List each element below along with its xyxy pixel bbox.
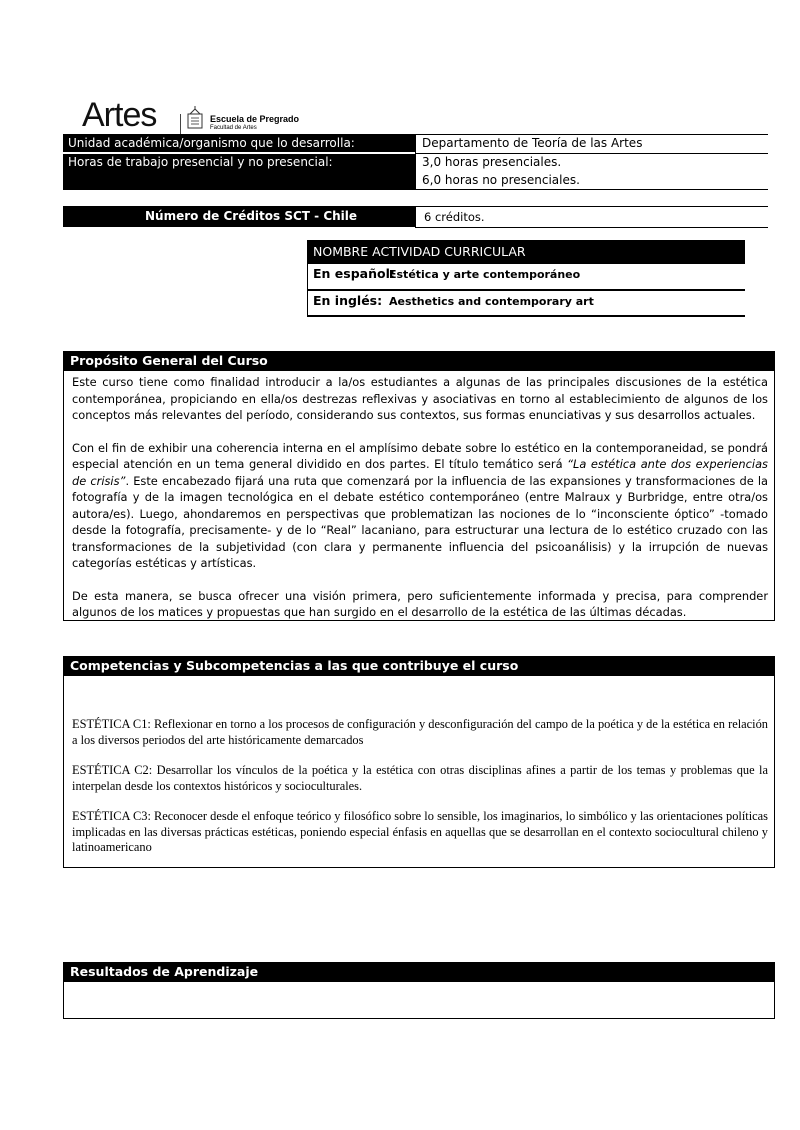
hours-value-presencial: 3,0 horas presenciales. [422,155,562,169]
results-title: Resultados de Aprendizaje [64,963,774,982]
activity-en-border [307,315,745,317]
hours-row-border [415,189,768,190]
credits-column-divider [415,206,416,228]
activity-es-label: En español: [313,266,395,281]
credits-bottom-border [415,227,768,228]
unit-label: Unidad académica/organismo que lo desarrolla: [63,135,415,152]
competency-c3: ESTÉTICA C3: Reconocer desde el enfoque teórico y filosófico sobre lo sensible, los imaginarios, lo simbólico y las orientaciones políticas implicadas en las diversas prácticas estéticas, poniendo especial énfasis en aquellas que se desarrollan en el contexto sociocultural chileno y latinoamericano [72,809,768,854]
logo-faculty: Facultad de Artes [210,125,257,131]
purpose-paragraph-2-start: Con el fin de exhibir una coherencia interna en el amplísimo debate sobre lo estético en la contemporaneidad, se pondrá especial atención en un tema general dividido en dos partes. El título temático será [72,440,768,471]
purpose-paragraph-3: De esta manera, se busca ofrecer una visión primera, pero suficientemente informada y precisa, para comprender algunos de los matices y propuestas que han surgido en el desarrollo de la estética de las últimas décadas. [72,588,768,619]
purpose-paragraph-2-end: . Este encabezado fijará una ruta que comenzará por la influencia de las expansiones y transformaciones de la fotografía y de la imagen tecnológica en el debate estético contemporáneo (entre Malraux y Burbridge, entre otra/os autora/es). Luego, ahondaremos en perspectivas que problematizan las nociones de lo “inconsciente óptico” -tomado desde la fotografía, precisamente- y de lo “Real” lacaniano, para estructurar una lectura de lo estético cruzado con las transformaciones de la subjetividad (con clara y permanente influencia del psicoanálisis) y la irrupción de nuevas categorías estéticas y artísticas. [72,473,768,570]
activity-title: NOMBRE ACTIVIDAD CURRICULAR [307,240,745,264]
activity-en-value: Aesthetics and contemporary art [389,295,594,308]
purpose-title: Propósito General del Curso [64,352,774,371]
results-section [63,962,775,1019]
activity-left-border [307,240,308,317]
university-seal-icon [185,106,205,130]
credits-label-cell [63,207,415,227]
credits-label: Número de Créditos SCT - Chile [145,209,358,223]
activity-es-value: Estética y arte contemporáneo [389,268,581,281]
logo-divider [180,114,181,136]
competencies-title: Competencias y Subcompetencias a las que contribuye el curso [64,657,774,676]
purpose-thematic-title: “La estética ante dos experiencias de crisis” [72,457,768,488]
activity-en-label: En inglés: [313,293,383,308]
unit-value: Departamento de Teoría de las Artes [422,136,643,150]
purpose-section [63,351,775,621]
faculty-logo [82,96,322,136]
competencies-section [63,656,775,868]
purpose-paragraph-1: Este curso tiene como finalidad introducir a la/os estudiantes a algunas de las principales discusiones de la estética contemporánea, propiciando en ella/os destrezas reflexivas y asociativas en torno al establecimiento de algunos de los conceptos más relevantes del período, considerando sus contextos, sus formas enunciativas y sus desarrollos actuales. [72,375,768,422]
logo-brand: Artes [82,96,157,134]
purpose-paragraph-2 [72,440,768,572]
hours-label: Horas de trabajo presencial y no presencial: [63,154,415,190]
header-column-divider [415,134,416,190]
competency-c1: ESTÉTICA C1: Reflexionar en torno a los procesos de configuración y desconfiguración del campo de la poética y de la estética en relación a los diversos periodos del arte históricamente demarcados [72,717,768,747]
activity-es-border [307,289,745,291]
logo-school: Escuela de Pregrado [210,114,300,124]
hours-value-no-presencial: 6,0 horas no presenciales. [422,173,580,187]
competency-c2: ESTÉTICA C2: Desarrollar los vínculos de la poética y la estética con otras disciplinas afines a partir de los temas y problemas que la interpelan desde los contextos históricos y socioculturales. [72,763,768,793]
credits-value: 6 créditos. [424,210,485,224]
